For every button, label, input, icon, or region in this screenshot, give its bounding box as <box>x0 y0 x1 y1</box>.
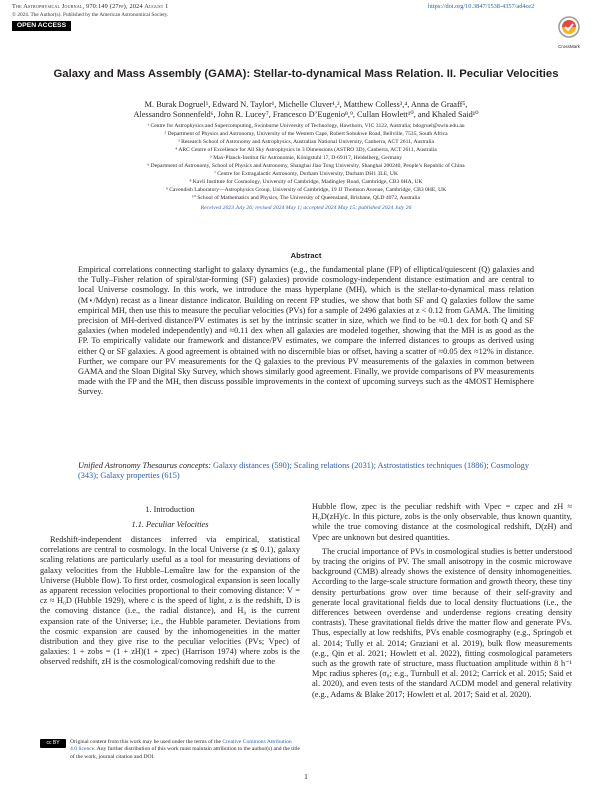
body-paragraph: The crucial importance of PVs in cosmological studies is better understood by tracing the origins of PV. The small anisotropy in the cosmic microwave background (CMB) already shows the existence of density inhomogeneities. According to the large-scale structure formation and growth theory, these tiny density perturbations grow over time because of their self-gravity and generate local gravitational fields due to local density fluctuations (i.e., the differences between overdense and underdense regions creating density contrasts). These gravitational fields drive the matter flow and generate PVs. Thus, especially at low redshifts, PVs enable cosmography (e.g., Springob et al. 2014; Tully et al. 2014; Graziani et al. 2019), bulk flow measurements (e.g., Qin et al. 2021; Howlett et al. 2022), fitting cosmological parameters such as the growth rate of structure, mass fluctuation amplitude within 8 h⁻¹ Mpc radius spheres (σ₈; e.g., Turnbull et al. 2012; Carrick et al. 2015; Said et al. 2020), and even tests of the standard ΛCDM model and general relativity (e.g., Adams & Blake 2017; Howlett et al. 2017; Said et al. 2020). <box>312 546 572 699</box>
affiliation: ⁴ ARC Centre of Excellence for All Sky Astrophysics in 3 Dimensions (ASTRO 3D), Canberra, ACT 2611, Australia <box>175 147 437 153</box>
author-line: M. Burak Dogruel¹, Edward N. Taylor¹, Michelle Cluver¹,², Matthew Colless³,⁴, Anna de Graaff⁵, <box>144 100 468 109</box>
keywords-list[interactable]: Galaxy distances (590); Scaling relations (2031); Astrostatistics techniques (1886); Cosmology (343); Galaxy properties (615) <box>78 461 529 481</box>
crossmark-label: CrossMark <box>558 44 580 49</box>
license-text-part: . Any further distribution of this work must maintain attribution to the author(s) and the title of the work, journal citation and DOI. <box>70 746 300 760</box>
abstract-text: Empirical correlations connecting starlight to galaxy dynamics (e.g., the fundamental plane (FP) of elliptical/quiescent (Q) galaxies and the Tully–Fisher relation of spiral/star-forming (SF) galaxies) provide cosmology-independent distance estimation and are central to local Universe cosmology. In this work, we introduce the mass hyperplane (MH), which is the stellar-to-dynamical mass relation (M⋆/Mdyn) recast as a linear distance indicator. Building on recent FP studies, we show that both SF and Q galaxies follow the same empirical MH, then use this to measure the peculiar velocities (PVs) for a sample of 2496 galaxies at z < 0.12 from GAMA. The limiting precision of MH-derived distance/PV estimates is set by the intrinsic scatter in size, which we find to be ≈0.1 dex for both Q and SF galaxies (when modeled independently) and ≈0.11 dex when all galaxies are modeled together, showing that the MH is as good as the FP. To empirically validate our framework and distance/PV estimates, we compare the inferred distances to groups as derived using either Q or SF galaxies. A good agreement is obtained with no discernible bias or offset, having a scatter of ≈0.05 dex ≈12% in distance. Further, we compare our PV measurements for the Q galaxies to the previous PV measurements of the galaxies in common between GAMA and the Sloan Digital Sky Survey, which shows similarly good agreement. Finally, we provide comparisons of PV measurements made with the FP and the MH, then discuss possible improvements in the context of upcoming surveys such as the 4MOST Hemisphere Survey. <box>78 265 534 397</box>
affiliation: ³ Research School of Astronomy and Astrophysics, Australian National University, Canberra, ACT 2611, Australia <box>178 139 434 145</box>
affiliation: ⁹ Cavendish Laboratory—Astrophysics Group, University of Cambridge, 19 JJ Thomson Avenue, Cambridge, CB3 0HE, UK <box>165 187 447 193</box>
open-access-badge: OPEN ACCESS <box>12 21 71 31</box>
license-text <box>40 739 300 761</box>
cc-by-badge[interactable]: cc BY <box>40 739 66 748</box>
page-number: 1 <box>304 772 308 781</box>
keywords-label: Unified Astronomy Thesaurus concepts: <box>78 461 211 470</box>
journal-header: The Astrophysical Journal, 970:149 (27pp), 2024 August 1 <box>12 3 169 10</box>
affiliation: ⁷ Centre for Extragalactic Astronomy, Durham University, Durham DH1 3LE, UK <box>213 171 399 177</box>
license-link[interactable]: Creative Commons Attribution 4.0 licence <box>70 739 292 753</box>
license-text-part: Original content from this work may be used under the terms of the <box>70 739 223 745</box>
affiliation: ⁵ Max-Planck-Institut für Astronomie, Königstuhl 17, D-69117, Heidelberg, Germany <box>209 155 403 161</box>
affiliation: ⁶ Department of Astronomy, School of Physics and Astronomy, Shanghai Jiao Tong University, Shanghai 200240, People’s Republic of China <box>147 163 465 169</box>
body-paragraph: Hubble flow, zpec is the peculiar redshift with Vpec = czpec and zH ≈ H₀D(zH)/c. In this picture, zobs is the only observable, thus known quantity, while the true comoving distance at the cosmological redshift, D(zH) and Vpec are unknown but desired quantities. <box>312 502 572 542</box>
license-notice <box>40 739 300 761</box>
abstract-heading: Abstract <box>290 251 322 260</box>
affiliation: ² Department of Physics and Astronomy, University of the Western Cape, Robert Sobukwe Road, Bellville, 7535, South Africa <box>164 131 448 137</box>
keywords <box>78 461 534 481</box>
crossmark-icon <box>558 16 580 38</box>
paper-title: Galaxy and Mass Assembly (GAMA): Stellar-to-dynamical Mass Relation. II. Peculiar Velocities <box>53 68 559 80</box>
copyright-line: © 2024. The Author(s). Published by the American Astronomical Society. <box>12 12 169 18</box>
section-title: 1. Introduction <box>145 505 195 514</box>
crossmark-button[interactable] <box>549 16 589 49</box>
author-list <box>20 100 592 120</box>
subsection-title: 1.1. Peculiar Velocities <box>131 520 209 529</box>
affiliation: ⁸ Kavli Institute for Cosmology, University of Cambridge, Madingley Road, Cambridge, CB3 0HA, UK <box>189 179 423 185</box>
publication-dates: Received 2023 July 26; revised 2024 May 1; accepted 2024 May 15; published 2024 July 26 <box>200 205 412 211</box>
author-line: Alessandro Sonnenfeld⁶, John R. Lucey⁷, Francesco D’Eugenio⁸,⁹, Cullan Howlett¹⁰, and Khaled Said¹⁰ <box>133 110 479 120</box>
affiliation: ¹⁰ School of Mathematics and Physics, The University of Queensland, Brisbane, QLD 4072, Australia <box>192 195 420 201</box>
doi-link[interactable]: https://doi.org/10.3847/1538-4357/ad4ce2 <box>428 3 535 10</box>
affiliation: ¹ Centre for Astrophysics and Supercomputing, Swinburne University of Technology, Hawthorn, VIC 3122, Australia; bdogruel@swin.edu.au <box>147 123 465 129</box>
left-column <box>40 535 300 668</box>
right-column <box>312 502 572 704</box>
body-paragraph: Redshift-independent distances inferred via empirical, statistical correlations are central to cosmology. In the local Universe (z ≲ 0.1), galaxy scaling relations are particularly useful as a tool for measuring deviations of galaxy velocities from the Hubble–Lemaître law for the expansion of the Universe (Hubble flow). To first order, cosmological expansion is seen locally as apparent recession velocities proportional to their comoving distance: V = cz ≈ H₀D (Hubble 1929), where c is the speed of light, z is the redshift, D is the comoving distance (i.e., the radial distance), and H₀ is the current expansion rate of the Universe; i.e., the Hubble parameter. Deviations from the cosmic expansion are caused by the inhomogeneities in the matter distribution and they give rise to the peculiar velocities (PVs; Vpec) of galaxies: 1 + zobs = (1 + zH)(1 + zpec) (Harrison 1974) where zobs is the observed redshift, zH is the cosmological/comoving redshift due to the <box>40 535 300 667</box>
